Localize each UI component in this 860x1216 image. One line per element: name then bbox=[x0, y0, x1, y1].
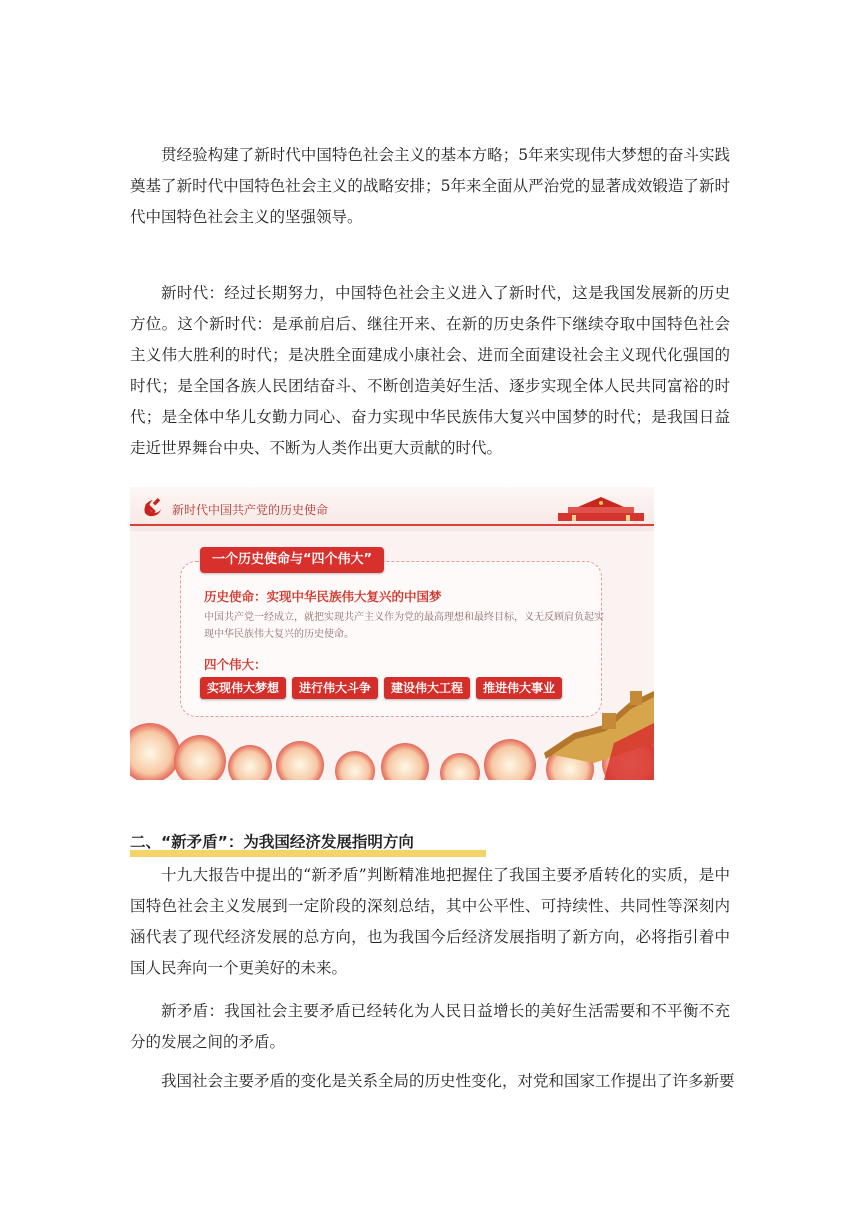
paragraph-contradiction-definition: 新矛盾：我国社会主要矛盾已经转化为人民日益增长的美好生活需要和不平衡不充分的发展之间的矛盾。 bbox=[130, 1002, 730, 1051]
historic-mission-image bbox=[130, 487, 654, 780]
tag-great-project: 建设伟大工程 bbox=[384, 677, 470, 699]
great-wall-illustration bbox=[544, 683, 654, 780]
four-greats-label: 四个伟大： bbox=[204, 657, 267, 672]
tag-great-cause: 推进伟大事业 bbox=[476, 677, 562, 699]
paragraph-strategy: 贯经验构建了新时代中国特色社会主义的基本方略；5年来实现伟大梦想的奋斗实践奠基了新时代中国特色社会主义的战略安排；5年来全面从严治党的显著成效锻造了新时代中国特色社会主义的坚强领导。 bbox=[130, 146, 730, 226]
hammer-sickle-icon bbox=[140, 496, 164, 520]
tiananmen-ornament bbox=[558, 493, 644, 525]
section-heading: 二、“新矛盾”：为我国经济发展指明方向 bbox=[130, 833, 414, 851]
paragraph-new-contradiction: 十九大报告中提出的“新矛盾”判断精准地把握住了我国主要矛盾转化的实质，是中国特色社会主义发展到一定阶段的深刻总结，其中公平性、可持续性、共同性等深刻内涵代表了现代经济发展的总方向，也为我国今后经济发展指明了新方向，必将指引着中国人民奔向一个更美好的未来。 bbox=[130, 866, 730, 977]
banner-header-title: 新时代中国共产党的历史使命 bbox=[172, 503, 329, 517]
mission-pill-title: 一个历史使命与“四个伟大” bbox=[200, 547, 384, 573]
tag-great-dream: 实现伟大梦想 bbox=[200, 677, 286, 699]
tag-great-struggle: 进行伟大斗争 bbox=[292, 677, 378, 699]
four-greats-tags bbox=[200, 677, 562, 699]
mission-description: 中国共产党一经成立，就把实现共产主义作为党的最高理想和最终目标，义无反顾肩负起实现中华民族伟大复兴的历史使命。 bbox=[204, 612, 604, 640]
paragraph-new-era: 新时代：经过长期努力，中国特色社会主义进入了新时代，这是我国发展新的历史方位。这个新时代：是承前启后、继往开来、在新的历史条件下继续夺取中国特色社会主义伟大胜利的时代；是决胜全面建成小康社会、进而全面建设社会主义现代化强国的时代；是全国各族人民团结奋斗、不断创造美好生活、逐步实现全体人民共同富裕的时代；是全体中华儿女勤力同心、奋力实现中华民族伟大复兴中国梦的时代；是我国日益走近世界舞台中央、不断为人类作出更大贡献的时代。 bbox=[130, 284, 730, 457]
paragraph-contradiction-change: 我国社会主要矛盾的变化是关系全局的历史性变化，对党和国家工作提出了许多新要 bbox=[161, 1072, 735, 1090]
mission-title: 历史使命：实现中华民族伟大复兴的中国梦 bbox=[204, 589, 442, 604]
